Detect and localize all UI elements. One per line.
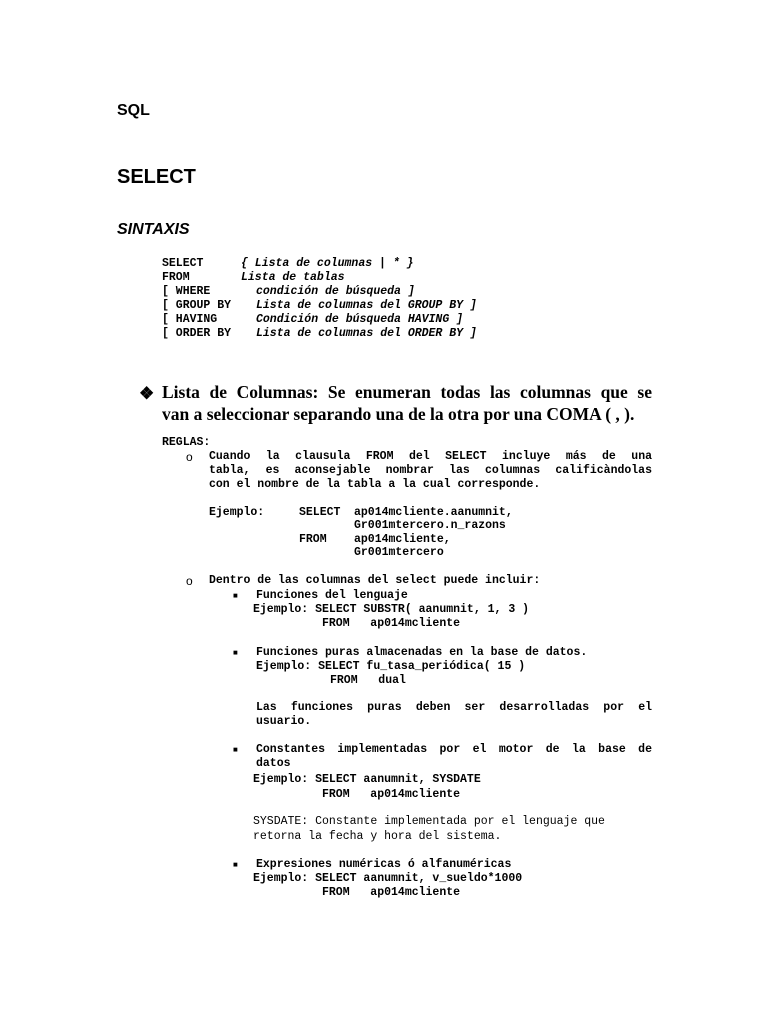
syntax-kw-groupby: [ GROUP BY [162,299,232,312]
item1-title: Funciones del lenguaje [256,589,408,602]
syntax-kw-where: [ WHERE [162,285,211,298]
item3-example-select: Ejemplo: SELECT aanumnit, SYSDATE [253,773,481,786]
rule1-example-col2: Gr001mtercero.n_razons [354,519,506,532]
syntax-arg-where: condición de búsqueda ] [256,285,415,298]
rule1-example-select-kw: SELECT [299,506,341,519]
rule1-example-label: Ejemplo: [209,506,265,519]
item3-note-line1: SYSDATE: Constante implementada por el lenguaje que [253,815,605,828]
syntax-arg-having: Condición de búsqueda HAVING ] [256,313,464,326]
circle-bullet-icon: o [186,450,193,464]
item3-example-from: FROM ap014mcliente [322,788,461,801]
item2-title: Funciones puras almacenadas en la base de datos. [256,646,588,659]
diamond-bullet-icon: ❖ [139,384,155,403]
syntax-kw-having: [ HAVING [162,313,218,326]
syntax-arg-select: { Lista de columnas | * } [241,257,414,270]
item2-example-from: FROM dual [330,674,406,687]
heading-sql: SQL [117,102,150,119]
item4-example-from: FROM ap014mcliente [322,886,461,899]
item4-title: Expresiones numéricas ó alfanuméricas [256,858,512,871]
item3-title-line1: Constantes implementadas por el motor de la base de [256,743,652,756]
rule1-example-table2: Gr001mtercero [354,546,444,559]
syntax-arg-orderby: Lista de columnas del ORDER BY ] [256,327,477,340]
item3-title-line2: datos [256,757,291,770]
square-bullet-icon: ■ [233,648,238,657]
rule1-example-from-kw: FROM [299,533,327,546]
item1-example-select: Ejemplo: SELECT SUBSTR( aanumnit, 1, 3 ) [253,603,530,616]
square-bullet-icon: ■ [233,745,238,754]
heading-select: SELECT [117,166,196,188]
rule1-line3: con el nombre de la tabla a la cual corresponde. [209,478,541,491]
rule1-line2: tabla, es aconsejable nombrar las columnas calificàndolas [209,464,652,477]
syntax-arg-from: Lista de tablas [241,271,345,284]
rule1-line1: Cuando la clausula FROM del SELECT incluye más de una [209,450,652,463]
syntax-arg-groupby: Lista de columnas del GROUP BY ] [256,299,477,312]
syntax-kw-select: SELECT [162,257,204,270]
square-bullet-icon: ■ [233,591,238,600]
reglas-label: REGLAS: [162,436,211,449]
square-bullet-icon: ■ [233,860,238,869]
rule1-example-col1: ap014mcliente.aanumnit, [354,506,513,519]
rule1-example-table1: ap014mcliente, [354,533,451,546]
syntax-kw-orderby: [ ORDER BY [162,327,232,340]
columns-lead-line2: van a seleccionar separando una de la otra por una COMA ( , ). [162,404,635,424]
columns-lead-line1: Lista de Columnas: Se enumeran todas las columnas que se [162,382,652,402]
item2-note-line1: Las funciones puras deben ser desarrolladas por el [256,701,652,714]
item2-note-line2: usuario. [256,715,312,728]
item1-example-from: FROM ap014mcliente [322,617,461,630]
item2-example-select: Ejemplo: SELECT fu_tasa_periódica( 15 ) [256,660,526,673]
item4-example-select: Ejemplo: SELECT aanumnit, v_sueldo*1000 [253,872,523,885]
rule2-intro: Dentro de las columnas del select puede incluir: [209,574,541,587]
syntax-kw-from: FROM [162,271,190,284]
heading-sintaxis: SINTAXIS [117,221,190,238]
item3-note-line2: retorna la fecha y hora del sistema. [253,830,502,843]
circle-bullet-icon: o [186,574,193,588]
